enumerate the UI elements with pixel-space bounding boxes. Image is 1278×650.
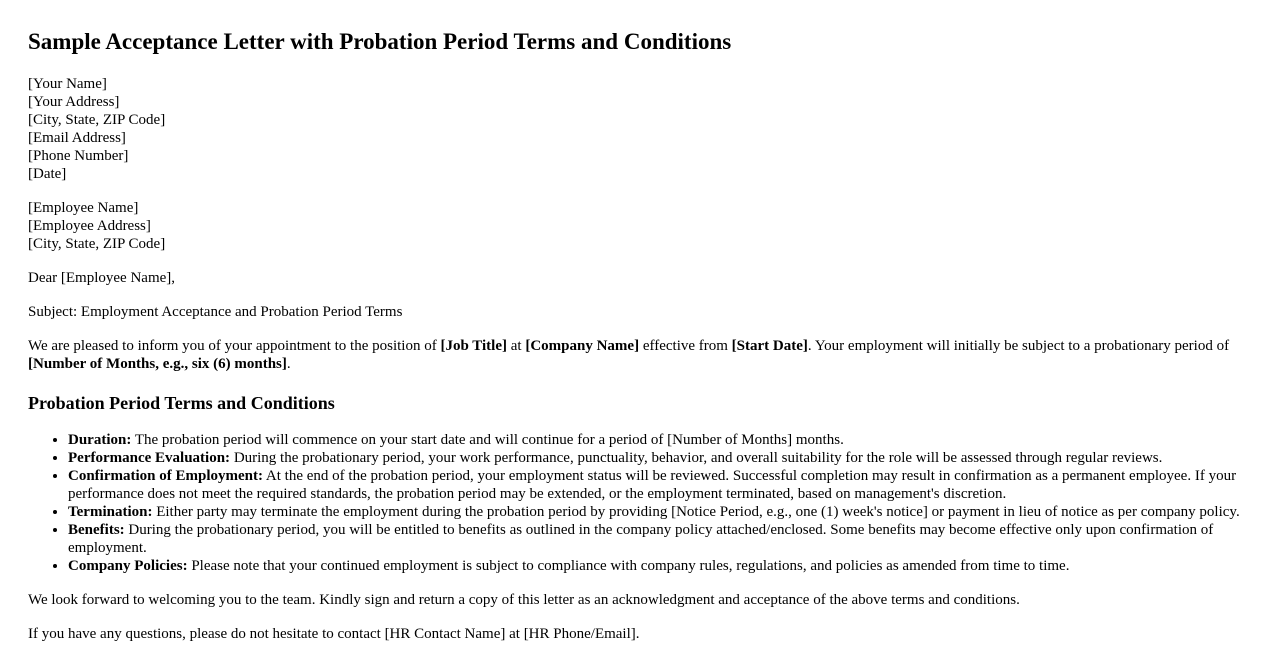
company-name-placeholder: [Company Name] — [525, 338, 640, 354]
term-label: Benefits: — [68, 522, 125, 538]
term-text: Please note that your continued employment is subject to compliance with company rules, regulations, and policies as amended from time to time. — [187, 558, 1070, 574]
term-text: The probation period will commence on your start date and will continue for a period of [Number of Months] months. — [131, 432, 844, 448]
sender-address-block — [28, 75, 1250, 183]
sender-address: [Your Address] — [28, 94, 120, 110]
page-title: Sample Acceptance Letter with Probation Period Terms and Conditions — [28, 29, 732, 54]
list-item-policies — [68, 557, 1250, 575]
contact-paragraph: If you have any questions, please do not hesitate to contact [HR Contact Name] at [HR Phone/Email]. — [28, 626, 640, 642]
list-item-confirmation — [68, 467, 1250, 503]
term-label: Performance Evaluation: — [68, 450, 231, 466]
recipient-address-block — [28, 199, 1250, 253]
salutation: Dear [Employee Name], — [28, 270, 176, 286]
job-title-placeholder: [Job Title] — [440, 338, 507, 354]
recipient-address: [Employee Address] — [28, 218, 151, 234]
sender-phone: [Phone Number] — [28, 148, 129, 164]
terms-list — [28, 431, 1250, 575]
term-label: Duration: — [68, 432, 132, 448]
list-item-termination — [68, 503, 1250, 521]
intro-text: . — [286, 356, 291, 372]
term-label: Confirmation of Employment: — [68, 468, 263, 484]
list-item-performance — [68, 449, 1250, 467]
start-date-placeholder: [Start Date] — [731, 338, 808, 354]
term-text: During the probationary period, your work performance, punctuality, behavior, and overall suitability for the role will be assessed through regular reviews. — [230, 450, 1163, 466]
closing-paragraph: We look forward to welcoming you to the team. Kindly sign and return a copy of this letter as an acknowledgment and acceptance of the above terms and conditions. — [28, 592, 1020, 608]
probation-months-placeholder: [Number of Months, e.g., six (6) months] — [28, 356, 287, 372]
list-item-benefits — [68, 521, 1250, 557]
term-label: Company Policies: — [68, 558, 188, 574]
recipient-name: [Employee Name] — [28, 200, 139, 216]
sender-name: [Your Name] — [28, 76, 107, 92]
section-heading: Probation Period Terms and Conditions — [28, 393, 335, 413]
sender-city: [City, State, ZIP Code] — [28, 112, 166, 128]
term-text: At the end of the probation period, your employment status will be reviewed. Successful completion may result in confirmation as a permanent employee. If your performance does not meet the required standards, the probation period may be extended, or the employment terminated, based on management's discretion. — [68, 468, 1237, 502]
sender-email: [Email Address] — [28, 130, 126, 146]
intro-text: effective from — [639, 338, 732, 354]
term-text: Either party may terminate the employment during the probation period by providing [Notice Period, e.g., one (1) week's notice] or payment in lieu of notice as per company policy. — [152, 504, 1240, 520]
intro-text: We are pleased to inform you of your appointment to the position of — [28, 338, 441, 354]
term-text: During the probationary period, you will be entitled to benefits as outlined in the company policy attached/enclosed. Some benefits may become effective only upon confirmation of employment. — [68, 522, 1214, 556]
letter-date: [Date] — [28, 166, 67, 182]
list-item-duration — [68, 431, 1250, 449]
intro-text: at — [507, 338, 526, 354]
recipient-city: [City, State, ZIP Code] — [28, 236, 166, 252]
intro-text: . Your employment will initially be subject to a probationary period of — [807, 338, 1230, 354]
subject-line: Subject: Employment Acceptance and Probation Period Terms — [28, 304, 403, 320]
intro-paragraph — [28, 337, 1250, 373]
term-label: Termination: — [68, 504, 153, 520]
